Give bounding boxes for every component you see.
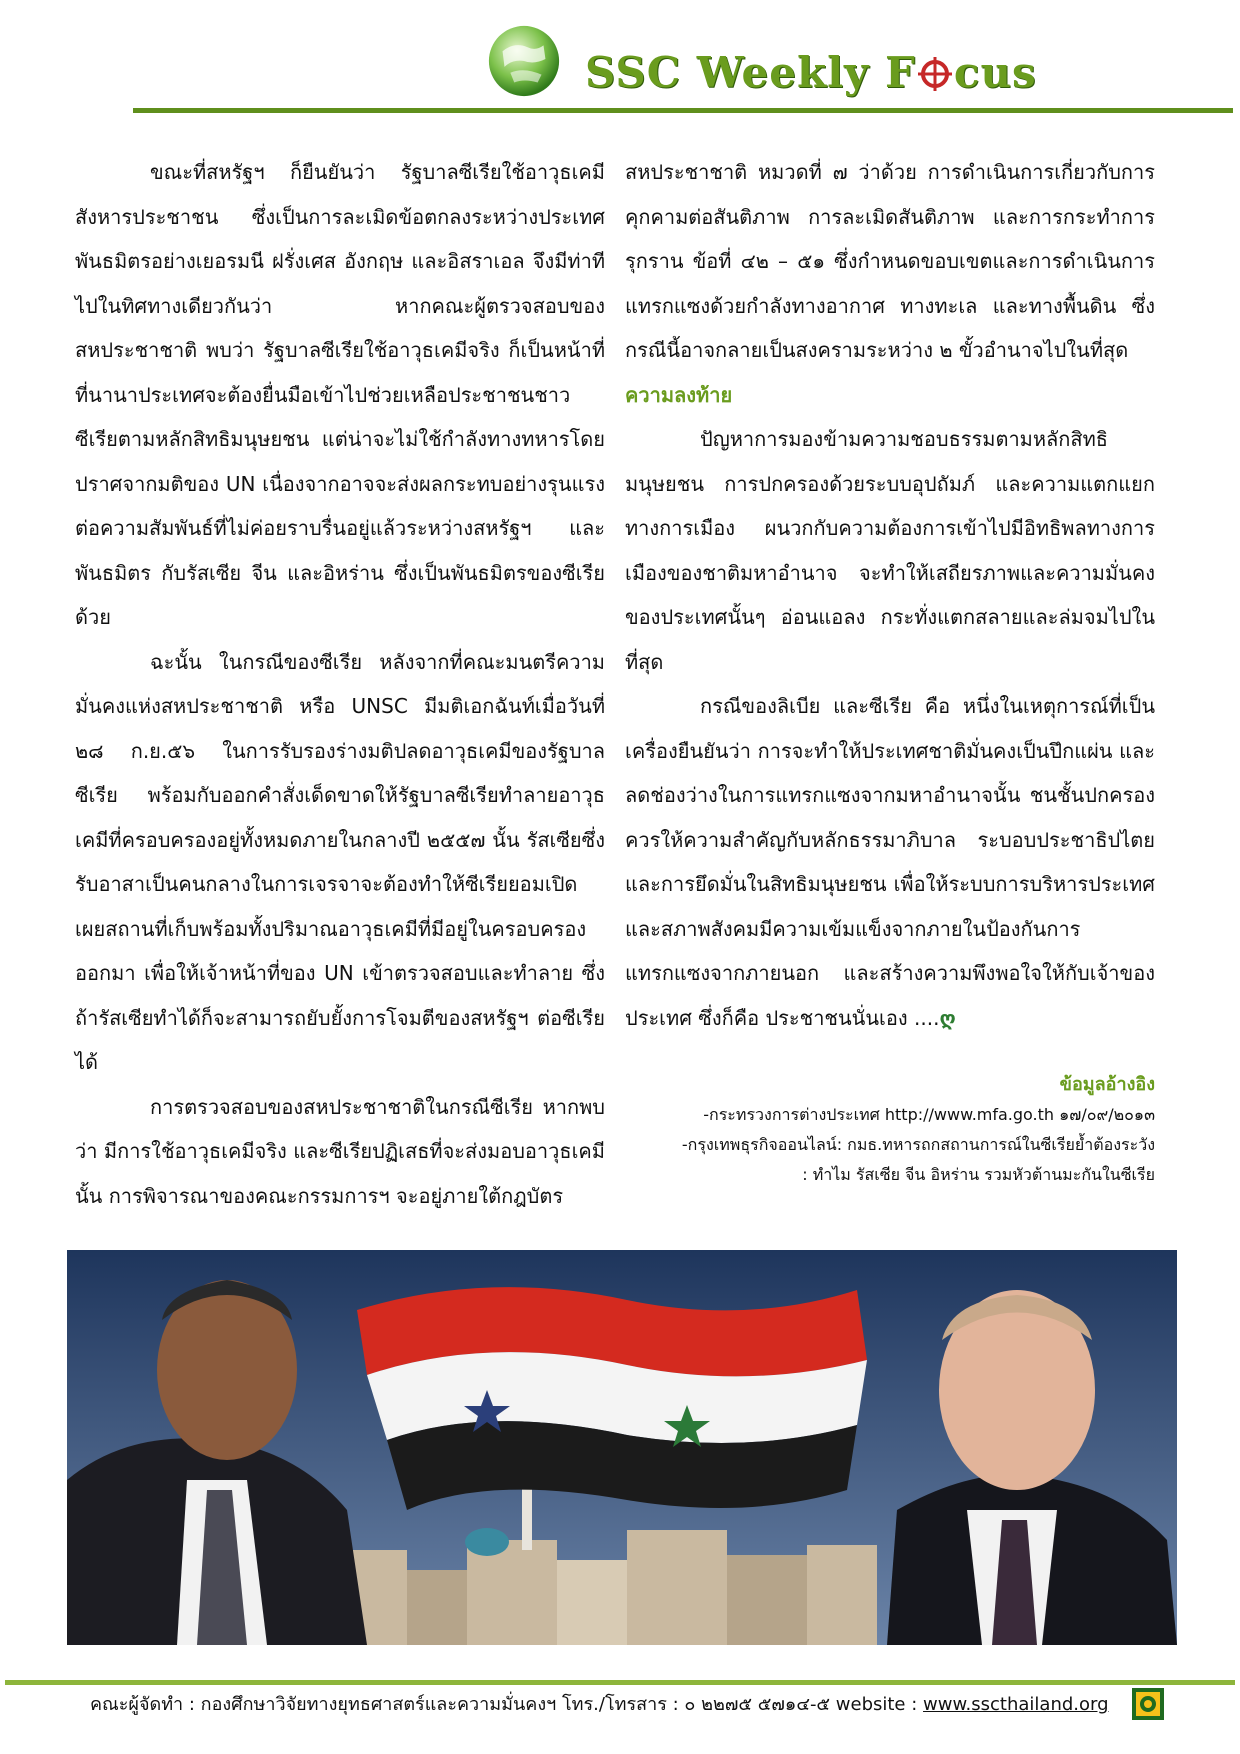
reference-item: -กระทรวงการต่างประเทศ http://www.mfa.go.th ๑๗/๐๙/๒๐๑๓ — [703, 1105, 1155, 1124]
right-paragraph-2: ปัญหาการมองข้ามความชอบธรรมตามหลักสิทธิมนุษยชน การปกครองด้วยระบบอุปถัมภ์ และความแตกแยกทางการเมือง ผนวกกับความต้องการเข้าไปมีอิทธิพลทางการเมืองของชาติมหาอำนาจ จะทำให้เสถียรภาพและความมั่นคงของประเทศนั้นๆ อ่อนแอลง กระทั่งแตกสลายและล่มจมไปในที่สุด — [625, 427, 1155, 674]
right-paragraph-3 — [625, 684, 1155, 1040]
syrian-flag — [357, 1287, 867, 1510]
page-footer — [90, 1690, 1130, 1720]
references — [625, 1070, 1155, 1190]
right-column — [625, 150, 1155, 1040]
left-paragraph-3: การตรวจสอบของสหประชาชาติในกรณีซีเรีย หากพบว่า มีการใช้อาวุธเคมีจริง และซีเรียปฏิเสธที่จะส่งมอบอาวุธเคมีนั้น การพิจารณาของคณะกรรมการฯ จะอยู่ภายใต้กฎบัตร — [75, 1094, 605, 1208]
page-header — [0, 0, 1240, 120]
left-column — [75, 150, 605, 1218]
footer-divider — [5, 1680, 1235, 1685]
end-mark-icon: ღ — [939, 1005, 956, 1030]
right-paragraph-1: สหประชาชาติ หมวดที่ ๗ ว่าด้วย การดำเนินการเกี่ยวกับการคุกคามต่อสันติภาพ การละเมิดสันติภาพ และการกระทำการรุกราน ข้อที่ ๔๒ – ๕๑ ซึ่งกำหนดขอบเขตและการดำเนินการแทรกแซงด้วยกำลังทางอากาศ ทางทะเล และทางพื้นดิน ซึ่งกรณีนี้อาจกลายเป็นสงครามระหว่าง ๒ ขั้วอำนาจไปในที่สุด — [625, 160, 1155, 362]
reference-item: -กรุงเทพธุรกิจออนไลน์: กมธ.ทหารถกสถานการณ์ในซีเรียย้ำต้องระวัง — [681, 1135, 1155, 1154]
reference-item: : ทำไม รัสเซีย จีน อิหร่าน รวมหัวต้านมะกันในซีเรีย — [802, 1165, 1155, 1184]
left-paragraph-1: ขณะที่สหรัฐฯ ก็ยืนยันว่า รัฐบาลซีเรียใช้อาวุธเคมีสังหารประชาชน ซึ่งเป็นการละเมิดข้อตกลงระหว่างประเทศ พันธมิตรอย่างเยอรมนี ฝรั่งเศส อังกฤษ และอิสราเอล จึงมีท่าทีไปในทิศทางเดียวกันว่า หากคณะผู้ตรวจสอบของสหประชาชาติ พบว่า รัฐบาลซีเรียใช้อาวุธเคมีจริง ก็เป็นหน้าที่ที่นานาประเทศจะต้องยื่นมือเข้าไปช่วยเหลือประชาชนชาวซีเรียตามหลักสิทธิมนุษยชน แต่น่าจะไม่ใช้กำลังทางทหารโดยปราศจากมติของ UN เนื่องจากอาจจะส่งผลกระทบอย่างรุนแรงต่อความสัมพันธ์ที่ไม่ค่อยราบรื่นอยู่แล้วระหว่างสหรัฐฯ และพันธมิตร กับรัสเซีย จีน และอิหร่าน ซึ่งเป็นพันธมิตรของซีเรียด้วย — [75, 160, 605, 629]
masthead-title — [585, 48, 1037, 97]
right-paragraph-3-text: กรณีของลิเบีย และซีเรีย คือ หนึ่งในเหตุการณ์ที่เป็นเครื่องยืนยันว่า การจะทำให้ประเทศชาติมั่นคงเป็นปึกแผ่น และลดช่องว่างในการแทรกแซงจากมหาอำนาจนั้น ชนชั้นปกครองควรให้ความสำคัญกับหลักธรรมาภิบาล ระบอบประชาธิปไตย และการยึดมั่นในสิทธิมนุษยชน เพื่อให้ระบบการบริหารประเทศและสภาพสังคมมีความเข้มแข็งจากภายในป้องกันการแทรกแซงจากภายนอก และสร้างความพึงพอใจให้กับเจ้าของประเทศ ซึ่งก็คือ ประชาชนนั่นเอง .... — [625, 694, 1155, 1030]
footer-credit: คณะผู้จัดทำ : กองศึกษาวิจัยทางยุทธศาสตร์และความมั่นคงฯ โทร./โทรสาร : ๐ ๒๒๗๕ ๕๗๑๔-๕ website : — [90, 1694, 924, 1715]
crosshair-icon — [918, 57, 952, 91]
references-title: ข้อมูลอ้างอิง — [1059, 1074, 1155, 1095]
website-link[interactable]: www.sscthailand.org — [923, 1694, 1109, 1715]
news-photo — [67, 1250, 1177, 1645]
left-paragraph-2: ฉะนั้น ในกรณีของซีเรีย หลังจากที่คณะมนตรีความมั่นคงแห่งสหประชาชาติ หรือ UNSC มีมติเอกฉันท์เมื่อวันที่ ๒๘ ก.ย.๕๖ ในการรับรองร่างมติปลดอาวุธเคมีของรัฐบาลซีเรีย พร้อมกับออกคำสั่งเด็ดขาดให้รัฐบาลซีเรียทำลายอาวุธเคมีที่ครอบครองอยู่ทั้งหมดภายในกลางปี ๒๕๕๗ นั้น รัสเซียซึ่งรับอาสาเป็นคนกลางในการเจรจาจะต้องทำให้ซีเรียยอมเปิดเผยสถานที่เก็บพร้อมทั้งปริมาณอาวุธเคมีที่มีอยู่ในครอบครองออกมา เพื่อให้เจ้าหน้าที่ของ UN เข้าตรวจสอบและทำลาย ซึ่งถ้ารัสเซียทำได้ก็จะสามารถยับยั้งการโจมตีของสหรัฐฯ ต่อซีเรียได้ — [75, 649, 605, 1074]
header-divider — [133, 108, 1233, 113]
masthead-prefix: SSC Weekly F — [585, 48, 916, 97]
globe-icon — [485, 22, 563, 100]
section-heading: ความลงท้าย — [625, 382, 733, 407]
masthead-suffix: cus — [953, 48, 1037, 97]
ssc-logo-icon — [1130, 1686, 1166, 1722]
